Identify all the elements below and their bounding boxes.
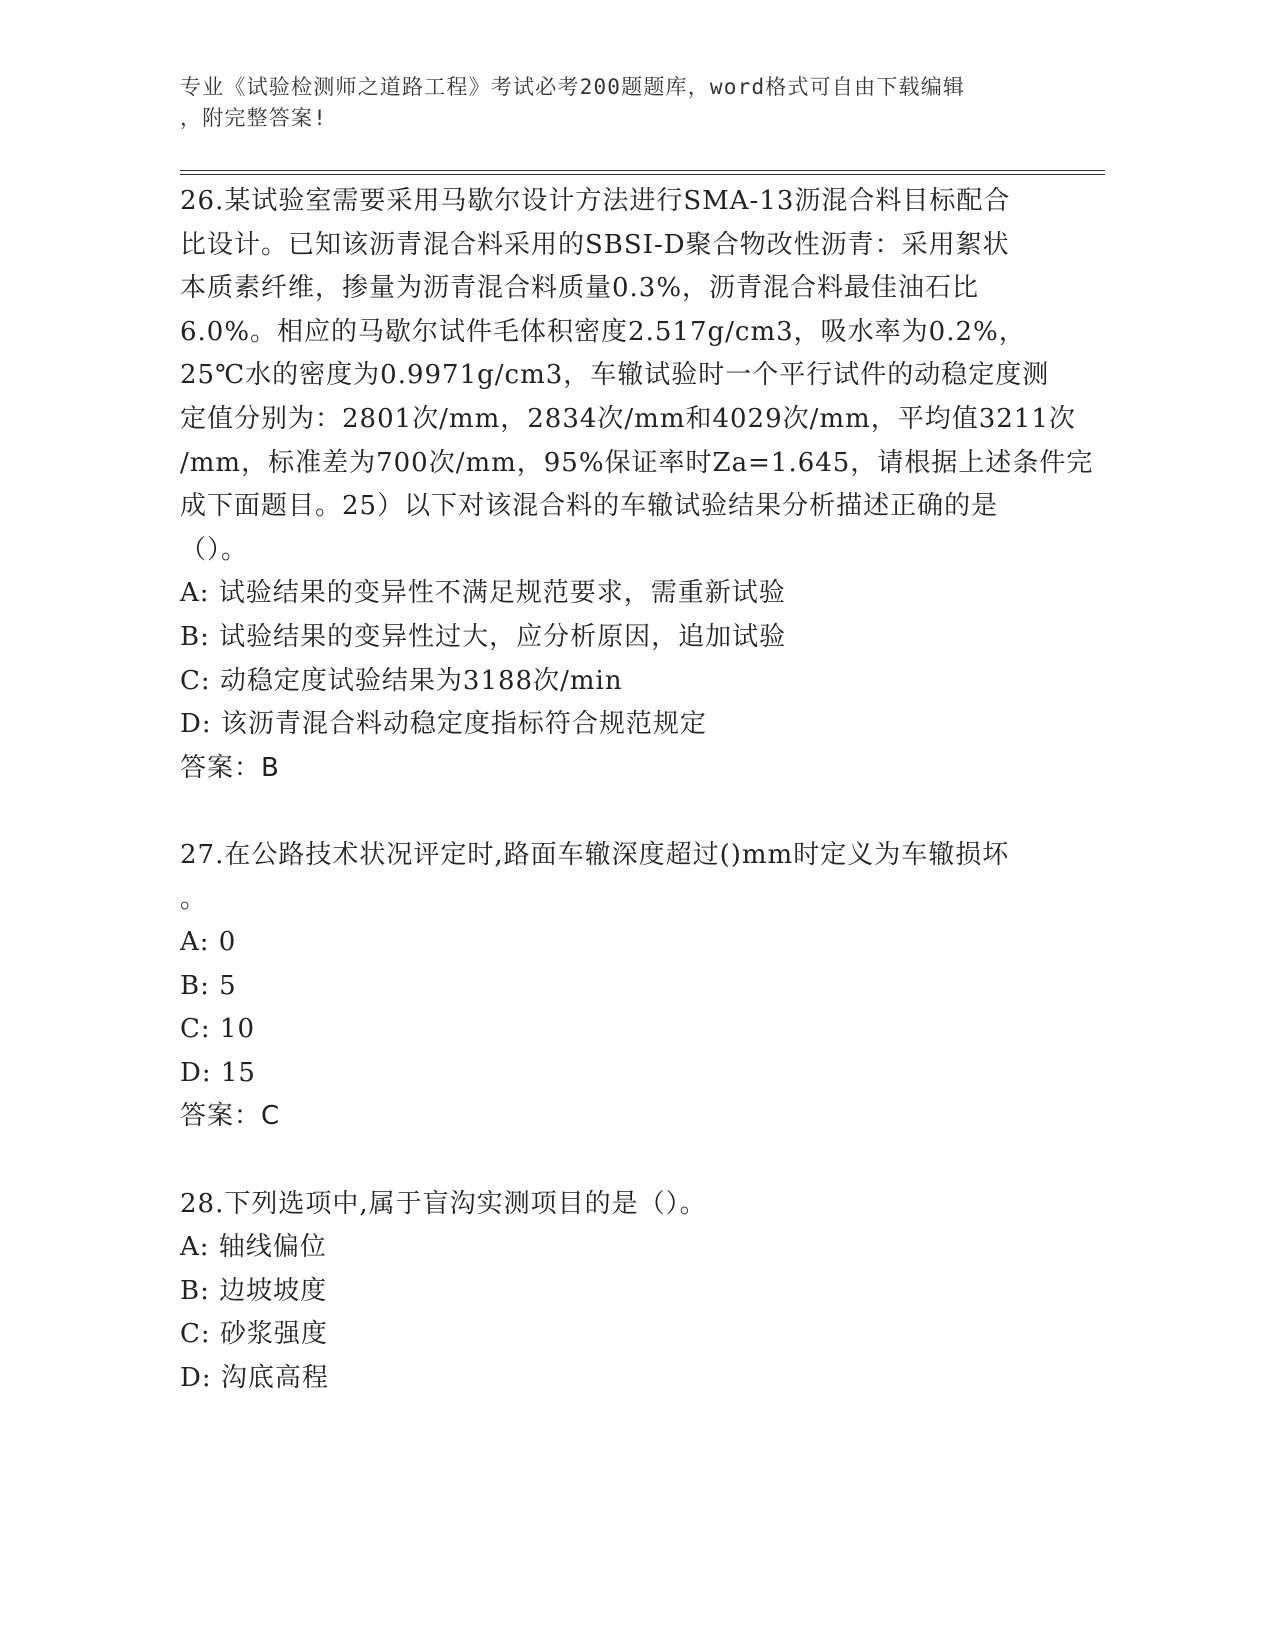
spacer xyxy=(180,790,1080,834)
question-28 xyxy=(180,1183,1080,1401)
option-b: B: 边坡坡度 xyxy=(180,1275,328,1306)
question-text-line: （）。 xyxy=(180,534,249,565)
question-27 xyxy=(180,834,1080,1139)
option-c: C: 动稳定度试验结果为3188次/min xyxy=(180,665,623,696)
header-line-2: ，附完整答案! xyxy=(180,106,328,130)
spacer xyxy=(180,1139,1080,1183)
header-divider xyxy=(180,170,1105,175)
document-header xyxy=(180,72,1040,134)
option-d: D: 该沥青混合料动稳定度指标符合规范规定 xyxy=(180,709,707,740)
option-a: A: 0 xyxy=(180,927,237,958)
option-a: A: 轴线偏位 xyxy=(180,1232,327,1263)
answer-label: 答案：B xyxy=(180,752,280,783)
option-d: D: 沟底高程 xyxy=(180,1363,329,1394)
question-text-line: 。 xyxy=(180,883,208,914)
option-a: A: 试验结果的变异性不满足规范要求，需重新试验 xyxy=(180,578,786,609)
question-26 xyxy=(180,180,1094,790)
question-text-line: 本质素纤维，掺量为沥青混合料质量0.3%，沥青混合料最佳油石比 xyxy=(180,273,980,304)
question-text-line: 27.在公路技术状况评定时,路面车辙深度超过()mm时定义为车辙损坏 xyxy=(180,839,1010,870)
question-text-line: 6.0%。相应的马歇尔试件毛体积密度2.517g/cm3，吸水率为0.2%， xyxy=(180,316,1026,347)
header-line-1: 专业《试验检测师之道路工程》考试必考200题题库，word格式可自由下载编辑 xyxy=(180,75,966,99)
answer-label: 答案：C xyxy=(180,1101,281,1132)
option-b: B: 5 xyxy=(180,970,237,1001)
question-list xyxy=(180,180,1094,1401)
question-text-line: 25℃水的密度为0.9971g/cm3，车辙试验时一个平行试件的动稳定度测 xyxy=(180,360,1050,391)
option-b: B: 试验结果的变异性过大，应分析原因，追加试验 xyxy=(180,621,787,652)
question-text-line: 26.某试验室需要采用马歇尔设计方法进行SMA-13沥混合料目标配合 xyxy=(180,186,1011,216)
question-text-line: 28.下列选项中,属于盲沟实测项目的是（）。 xyxy=(180,1188,707,1219)
question-text-line: 定值分别为：2801次/mm，2834次/mm和4029次/mm，平均值3211次 xyxy=(180,403,1076,434)
option-d: D: 15 xyxy=(180,1057,256,1088)
option-c: C: 10 xyxy=(180,1014,256,1045)
question-text-line: 比设计。已知该沥青混合料采用的SBSI-D聚合物改性沥青：采用絮状 xyxy=(180,229,1010,260)
option-c: C: 砂浆强度 xyxy=(180,1319,328,1350)
question-text-line: 成下面题目。25）以下对该混合料的车辙试验结果分析描述正确的是 xyxy=(180,491,999,522)
question-text-line: /mm，标准差为700次/mm，95%保证率时Za=1.645，请根据上述条件完 xyxy=(180,447,1094,478)
